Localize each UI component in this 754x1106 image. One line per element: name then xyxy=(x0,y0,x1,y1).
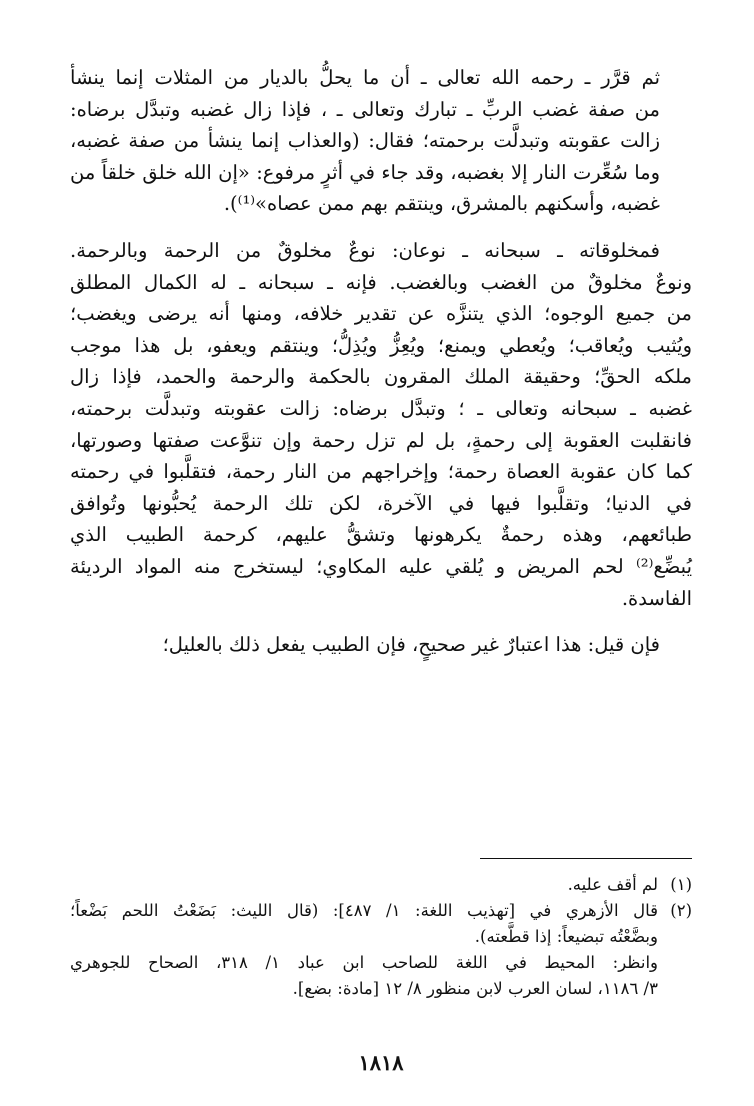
text-line: ثم قرَّر ـ رحمه الله تعالى ـ أن ما يحلُّ بالديار من المثلات إنما ينشأ xyxy=(70,66,660,89)
text-line: زالت عقوبته وتبدلَّت برحمته؛ فقال: (والعذاب إنما ينشأ من صفة غضبه، xyxy=(70,129,660,153)
text-line: فمخلوقاته ـ سبحانه ـ نوعان: نوعٌ مخلوقٌ من الرحمة وبالرحمة. xyxy=(70,238,660,262)
paragraph-1 xyxy=(70,62,692,220)
text-line: لم أقف عليه. xyxy=(567,875,658,894)
text-line: غضبه ـ سبحانه وتعالى ـ ؛ وتبدَّل برضاه: زالت عقوبته وتبدلَّت برحمته، xyxy=(70,396,692,420)
text-line: فإن قيل: هذا اعتبارٌ غير صحيحٍ، فإن الطبيب يفعل ذلك بالعليل؛ xyxy=(162,633,660,657)
footnote-text xyxy=(70,872,658,898)
text-line: ملكه الحقِّ؛ وحقيقة الملك المقرون بالحكمة والرحمة والحمد، فإذا زال xyxy=(70,365,692,389)
footnotes xyxy=(70,872,692,1002)
text-line: غضبه، وأسكنهم بالمشرق، وينتقم بهم ممن عصاه»⁽¹⁾). xyxy=(223,192,660,216)
footnote-2-continuation xyxy=(70,950,692,1002)
text-line: وما سُعِّرت النار إلا بغضبه، وقد جاء في أثرٍ مرفوع: «إن الله خلق خلقاً من xyxy=(70,160,660,184)
text-line: في الدنيا؛ وتقلَّبوا فيها في الآخرة، لكن تلك الرحمة يُحبُّونها وتُوافق xyxy=(70,491,692,515)
text-line: كما كان عقوبة العصاة رحمة؛ وإخراجهم من النار رحمة، فتقلَّبوا في رحمته xyxy=(70,460,692,484)
text-line: يُبضِّع⁽²⁾ لحم المريض و يُلقي عليه المكاوي؛ ليستخرج منه المواد الرديئة xyxy=(70,554,692,578)
text-line: ويُثيب ويُعاقب؛ ويُعطي ويمنع؛ ويُعِزُّ ويُذِلُّ؛ وينتقم ويعفو، بل هذا موجب xyxy=(70,333,692,357)
text-line: من جميع الوجوه؛ الذي يتنزَّه عن تقدير خلافه، ومنها أنه يرضى ويغضب؛ xyxy=(70,302,692,326)
document-page xyxy=(70,62,692,1106)
footnote-number: (٢) xyxy=(670,901,692,920)
page-number: ١٨١٨ xyxy=(358,1050,404,1075)
footnote-text xyxy=(70,898,658,950)
footnote-2 xyxy=(70,898,692,950)
text-line: وانظر: المحيط في اللغة للصاحب ابن عباد ١/ ٣١٨، الصحاح للجوهري xyxy=(70,953,658,972)
text-line: فانقلبت العقوبة إلى رحمةٍ، بل لم تزل رحمة وإن تنوَّعت صفتها وصورتها، xyxy=(70,428,692,452)
text-line: وبضَّعْتُه تبضيعاً: إذا قطَّعته). xyxy=(474,927,658,946)
text-line: قال الأزهري في [تهذيب اللغة: ١/ ٤٨٧]: (قال الليث: بَضَعْتُ اللحم بَضْعاً؛ xyxy=(70,901,659,920)
footnote-number: (١) xyxy=(670,875,692,894)
text-line: ونوعٌ مخلوقٌ من الغضب وبالغضب. فإنه ـ سبحانه ـ له الكمال المطلق xyxy=(70,270,692,294)
footnote-1 xyxy=(70,872,692,898)
footnote-separator xyxy=(480,858,692,859)
paragraph-2 xyxy=(70,235,692,614)
text-line: الفاسدة. xyxy=(621,586,692,610)
text-line: ٣/ ١١٨٦، لسان العرب لابن منظور ٨/ ١٢ [مادة: بضع]. xyxy=(292,979,658,998)
text-line: طبائعهم، وهذه رحمةٌ يكرهونها وتشقُّ عليهم، كرحمة الطبيب الذي xyxy=(70,523,692,547)
text-line: من صفة غضب الربِّ ـ تبارك وتعالى ـ ، فإذا زال غضبه وتبدَّل برضاه: xyxy=(70,97,660,121)
paragraph-3 xyxy=(70,629,692,661)
